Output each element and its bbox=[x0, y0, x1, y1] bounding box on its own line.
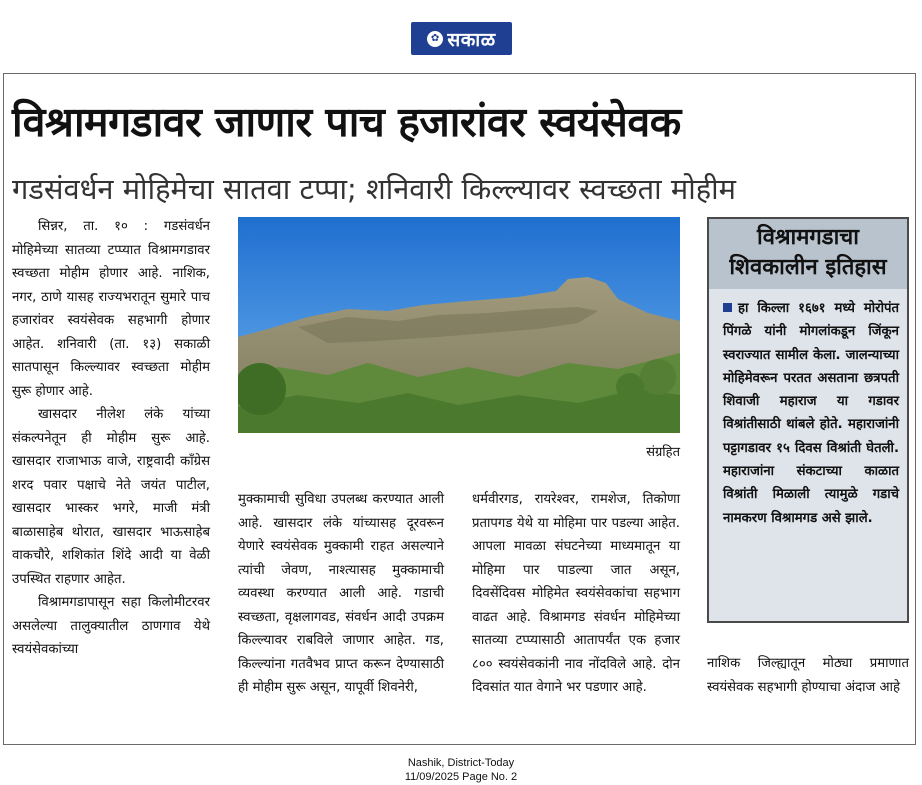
fort-photo bbox=[238, 217, 680, 433]
article-column-3 bbox=[472, 488, 680, 700]
photo-caption: संग्रहित bbox=[646, 445, 680, 460]
page-footer bbox=[0, 756, 922, 784]
date-page-label: 11/09/2025 Page No. 2 bbox=[404, 771, 518, 783]
article-paragraph: विश्रामगडापासून सहा किलोमीटरवर असलेल्या तालुक्यातील ठाणगाव येथे स्वयंसेवकांच्या bbox=[12, 595, 210, 657]
square-bullet-icon bbox=[723, 303, 732, 312]
article-column-1 bbox=[12, 215, 210, 662]
article-paragraph: सिन्नर, ता. १० : गडसंवर्धन मोहिमेच्या सातव्या टप्प्यात विश्रामगडावर स्वच्छता मोहीम होणार आहे. नाशिक, नगर, ठाणे यासह राज्यभरातून सुमारे पाच हजारांवर स्वयंसेवक सहभागी होणार आहेत. शनिवारी (ता. १३) सकाळी सातपासून किल्ल्यावर स्वच्छता मोहीम सुरू होणार आहे. bbox=[12, 219, 210, 399]
subheadline: गडसंवर्धन मोहिमेचा सातवा टप्पा; शनिवारी किल्ल्यावर स्वच्छता मोहीम bbox=[12, 172, 736, 206]
article-paragraph: नाशिक जिल्ह्यातून मोठ्या प्रमाणात स्वयंसेवक सहभागी होण्याचा अंदाज आहे bbox=[707, 656, 909, 695]
history-title-line-2: शिवकालीन इतिहास bbox=[729, 255, 887, 280]
sakal-logo bbox=[411, 22, 512, 55]
history-box-body bbox=[723, 297, 899, 530]
history-box-title bbox=[709, 219, 907, 289]
headline: विश्रामगडावर जाणार पाच हजारांवर स्वयंसेवक bbox=[12, 98, 681, 146]
article-paragraph: खासदार नीलेश लंके यांच्या संकल्पनेतून ही मोहीम सुरू आहे. खासदार राजाभाऊ वाजे, राष्ट्रवादी कॉंग्रेस शरद पवार पक्षाचे नेते जयंत पाटील, खासदार भास्कर भगरे, माजी मंत्री बाळासाहेब थोरात, खासदार भाऊसाहेब वाकचौरे, शशिकांत शिंदे आदी या वेळी उपस्थित राहणार आहेत. bbox=[12, 407, 210, 587]
article-paragraph: धर्मवीरगड, रायरेश्वर, रामशेज, तिकोणा प्रतापगड येथे या मोहिमा पार पडल्या आहेत. आपला मावळा संघटनेच्या माध्यमातून या मोहिमा पार पाडल्या जात असून, दिवसेंदिवस मोहिमेत स्वयंसेवकांचा सहभाग वाढत आहे. विश्रामगड संवर्धन मोहिमेच्या सातव्या टप्प्यासाठी आतापर्यंत एक हजार ८०० स्वयंसेवकांनी नाव नोंदविले आहे. दोन दिवसांत यात वेगाने भर पडणार आहे. bbox=[472, 492, 680, 695]
edition-label: Nashik, District-Today bbox=[407, 757, 515, 769]
logo-text: सकाळ bbox=[447, 28, 496, 51]
sakal-emblem-icon: ✿ bbox=[427, 31, 443, 47]
hill-fort-image bbox=[238, 217, 680, 433]
article-column-4 bbox=[707, 652, 909, 699]
article-paragraph: मुक्कामाची सुविधा उपलब्ध करण्यात आली आहे. खासदार लंके यांच्यासह दूरवरून येणारे स्वयंसेवक मुक्कामी राहत असल्याने त्यांची जेवण, नाश्त्यासह मुक्कामाची व्यवस्था करण्यात आली आहे. गडाची स्वच्छता, वृक्षलागवड, संवर्धन आदी उपक्रम किल्ल्यावर राबविले जाणार आहेत. गड, किल्ल्यांना गतवैभव प्राप्त करून देण्यासाठी ही मोहीम सुरू असून, यापूर्वी शिवनेरी, bbox=[238, 492, 444, 695]
history-sidebar-box bbox=[707, 217, 909, 623]
history-title-line-1: विश्रामगडाचा bbox=[757, 225, 859, 250]
article-column-2 bbox=[238, 488, 444, 700]
history-text: हा किल्ला १६७१ मध्ये मोरोपंत पिंगळे यांनी मोगलांकडून जिंकून स्वराज्यात सामील केला. जालन्याच्या मोहिमेवरून परतत असताना छत्रपती शिवाजी महाराज या गडावर विश्रांतीसाठी थांबले होते. महाराजांनी पट्टागडावर १५ दिवस विश्रांती घेतली. महाराजांना संकटाच्या काळात विश्रांती मिळाली त्यामुळे गडाचे नामकरण विश्रामगड असे झाले. bbox=[723, 301, 899, 526]
